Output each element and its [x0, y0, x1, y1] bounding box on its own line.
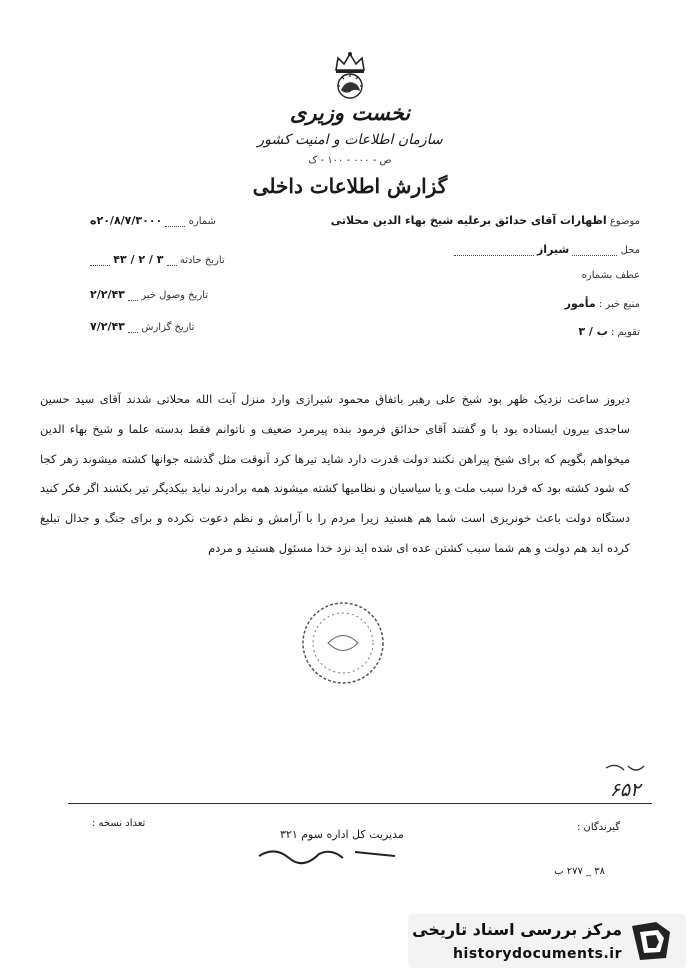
field-label: تقویم : — [611, 327, 640, 338]
field-label: عطف بشماره — [581, 270, 640, 281]
recipients-label: گیرندگان : — [576, 822, 620, 833]
recipient-name: مدیریت کل اداره سوم ۳۲۱ — [280, 828, 404, 841]
field-reference — [582, 270, 640, 281]
watermark-title: مرکز بررسی اسناد تاریخی — [412, 920, 622, 939]
field-label: موضوع — [609, 216, 640, 227]
field-source — [565, 297, 640, 310]
document-code: ص - ۰۰۰ - ۱۰۰ - ک — [308, 155, 392, 166]
field-value: اظهارات آقای حدائق برعلیه شیخ بهاء الدین محلاتی — [330, 214, 607, 227]
field-location — [454, 243, 640, 256]
field-incident-date — [90, 253, 225, 266]
form-code: ۳۸ _ ۲۷۷ ب — [554, 866, 605, 877]
organization-name: سازمان اطلاعات و امنیت کشور — [257, 132, 443, 148]
ministry-heading: نخست وزیری — [289, 100, 411, 125]
field-calendar — [578, 325, 640, 338]
field-label: منبع خبر : — [598, 299, 640, 310]
field-report-date — [90, 320, 194, 333]
field-label: تاریخ وصول خبر — [141, 290, 208, 301]
archive-logo-icon — [626, 918, 676, 964]
signature-scribble — [255, 838, 405, 868]
round-seal-stamp — [298, 598, 388, 688]
field-value: شیراز — [536, 243, 570, 256]
field-value: ب / ۳ — [578, 325, 608, 338]
field-label: شماره — [188, 216, 216, 227]
lion-and-sun-crown-emblem — [324, 50, 376, 102]
report-title: گزارش اطلاعات داخلی — [252, 174, 448, 198]
field-value: ۲/۲/۴۳ — [90, 288, 125, 301]
field-subject — [331, 214, 640, 227]
field-label: تاریخ حادثه — [179, 255, 225, 266]
handwritten-number — [592, 758, 658, 804]
field-value: ۲۰/۸/۷/۳۰۰۰ه — [90, 214, 163, 227]
divider-line — [68, 803, 652, 804]
field-receipt-date — [90, 288, 208, 301]
field-value: ۳ / ۲ / ۴۳ — [113, 253, 164, 266]
field-number — [90, 214, 216, 227]
field-value: مأمور — [564, 297, 596, 310]
field-value: ۷/۲/۴۳ — [90, 320, 125, 333]
copies-label: تعداد نسخه : — [92, 818, 146, 829]
handwritten-number-text: ۶۵۲ — [609, 779, 641, 801]
watermark-url: historydocuments.ir — [453, 946, 622, 962]
report-body: دیروز ساعت نزدیک ظهر بود شیخ علی رهبر باتفاق محمود شیرازی وارد منزل آیت الله محلاتی شدند آقای سید حسین ساجدی بیرون ایستاده بود با و گفتند آقای حدائق فرمود بنده پیرمرد ضعیف و ناتوانم فقط بدسته علما و شیخ بهاء الدین میخواهم بگویم که برای شیخ پیراهن نکنند دولت قدرت دارد شاید تیرها کرد آنوقت مثل گذشته جوانها کشته میشوند زهر کجا که شود کشته بود که فردا سبب ملت و یا سیاسیان و نظامیها کشته میشوند همه برادرند نباید بیکدیگر تیر بکشند اگر فکر کنید دستگاه دولت باعث خونریزی است شما هم هستید زیرا مردم را با آرامش و نظم دعوت نکرده و برای جنگ و جدال تبلیغ کرده اید هم دولت و هم شما سبب کشتن عده ای شده اید نزد خدا مسئول هستید و مردم — [40, 392, 630, 555]
field-label: تاریخ گزارش — [141, 322, 195, 333]
field-label: محل — [620, 245, 640, 256]
